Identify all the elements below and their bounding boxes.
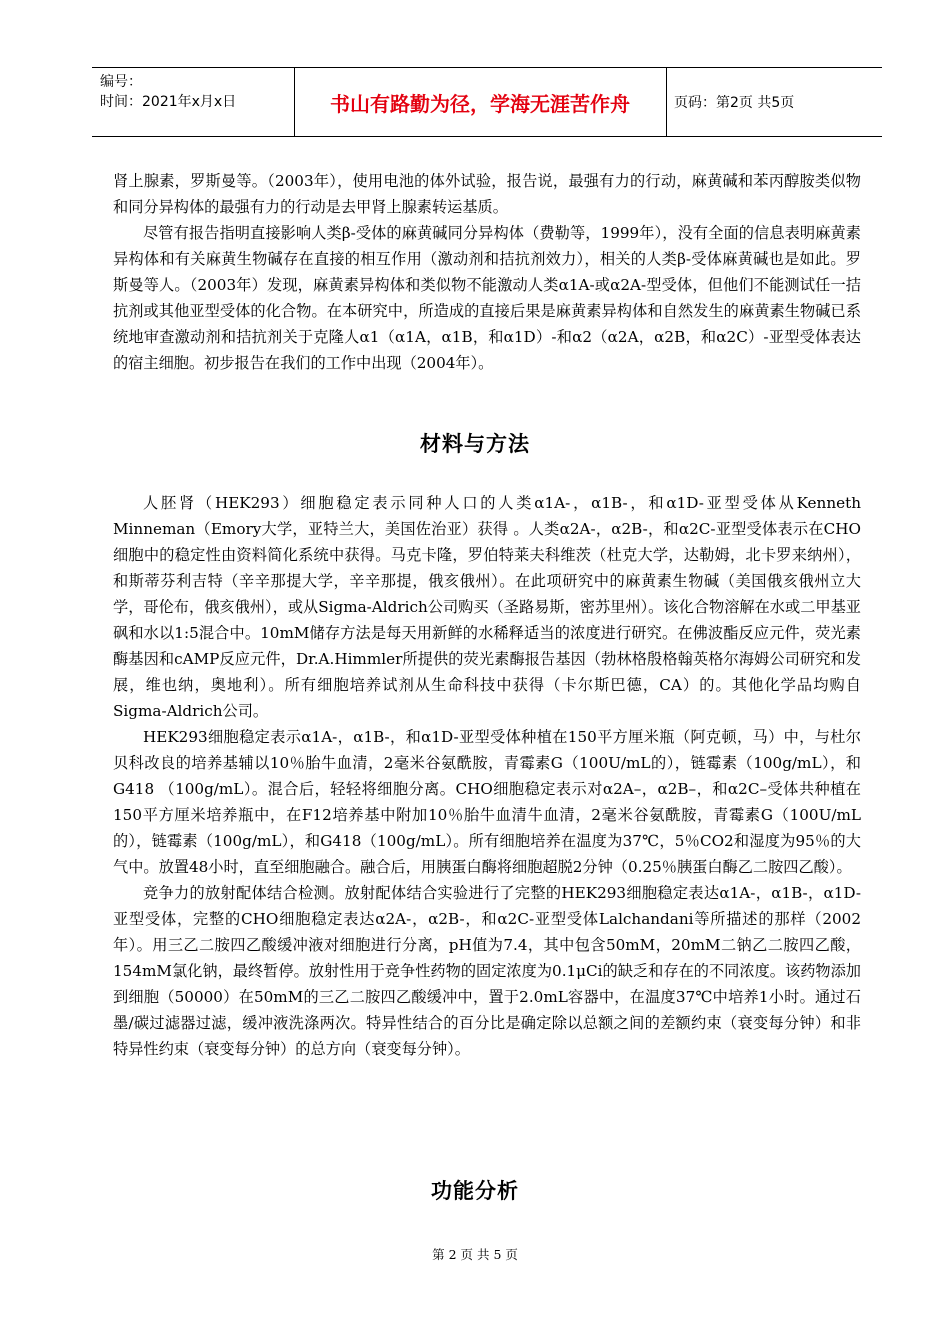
header-page-info: 页码：第2页 共5页	[674, 95, 795, 111]
paragraph: 竞争力的放射配体结合检测。放射配体结合实验进行了完整的HEK293细胞稳定表达α1A-，α1B-，α1D-亚型受体，完整的CHO细胞稳定表达α2A-，α2B-，和α2C-亚型受体Lalchandani等所描述的那样（2002年）。用三乙二胺四乙酸缓冲液对细胞进行分离，pH值为7.4，其中包含50mM，20mM二钠乙二胺四乙酸，154mM氯化钠，最终暂停。放射性用于竞争性药物的固定浓度为0.1μCi的缺乏和存在的不同浓度。该药物添加到细胞（50000）在50mM的三乙二胺四乙酸缓冲中，置于2.0mL容器中，在温度37℃中培养1小时。通过石墨/碳过滤器过滤，缓冲液洗涤两次。特异性结合的百分比是确定除以总额之间的差额约束（衰变每分钟）和非特异性约束（衰变每分钟）的总方向（衰变每分钟）。	[113, 884, 861, 1058]
header-meta	[100, 72, 236, 112]
paragraph: 人胚肾（HEK293）细胞稳定表示同种人口的人类α1A-，α1B-，和α1D-亚型受体从Kenneth Minneman（Emory大学，亚特兰大，美国佐治亚）获得 。人类α2A-，α2B-，和α2C-亚型受体表示在CHO细胞中的稳定性由资料简化系统中获得。马克卡隆，罗伯特莱夫科维茨（杜克大学，达勒姆，北卡罗来纳州），和斯蒂芬利吉特（辛辛那提大学，辛辛那提，俄亥俄州）。在此项研究中的麻黄素生物碱（美国俄亥俄州立大学，哥伦布，俄亥俄州），或从Sigma-Aldrich公司购买（圣路易斯，密苏里州）。该化合物溶解在水或二甲基亚砜和水以1:5混合中。10mM储存方法是每天用新鲜的水稀释适当的浓度进行研究。在佛波酯反应元件，荧光素酶基因和cAMP反应元件，Dr.A.Himmler所提供的荧光素酶报告基因（勃林格殷格翰英格尔海姆公司研究和发展，维也纳，奥地利）。所有细胞培养试剂从生命科技中获得（卡尔斯巴德，CA）的。其他化学品均购自Sigma-Aldrich公司。	[113, 494, 861, 720]
page-header	[92, 67, 882, 137]
section-title-function: 功能分析	[431, 1179, 519, 1203]
header-motto: 书山有路勤为径，学海无涯苦作舟	[330, 91, 630, 116]
section-title-methods: 材料与方法	[420, 432, 530, 456]
intro-block	[113, 168, 861, 376]
methods-block	[113, 490, 861, 1062]
serial-label: 编号：	[100, 74, 142, 90]
paragraph: 肾上腺素，罗斯曼等。（2003年），使用电池的体外试验，报告说，最强有力的行动，麻黄碱和苯丙醇胺类似物和同分异构体的最强有力的行动是去甲肾上腺素转运基质。	[113, 172, 861, 216]
paragraph: HEK293细胞稳定表示α1A-，α1B-，和α1D-亚型受体种植在150平方厘米瓶（阿克顿，马）中，与杜尔贝科改良的培养基辅以10％胎牛血清，2毫米谷氨酰胺，青霉素G（100U/mL的），链霉素（100g/mL），和G418 （100g/mL）。混合后，轻轻将细胞分离。CHO细胞稳定表示对α2A–，α2B–，和α2C–受体共种植在150平方厘米培养瓶中，在F12培养基中附加10％胎牛血清牛血清，2毫米谷氨酰胺，青霉素G（100U/mL的），链霉素（100g/mL），和G418（100g/mL）。所有细胞培养在温度为37℃，5％CO2和湿度为95％的大气中。放置48小时，直至细胞融合。融合后，用胰蛋白酶将细胞超脱2分钟（0.25％胰蛋白酶乙二胺四乙酸）。	[113, 728, 861, 876]
time-label: 时间：2021年x月x日	[100, 94, 237, 110]
header-divider	[666, 68, 667, 136]
page-footer: 第 2 页 共 5 页	[432, 1247, 518, 1262]
paragraph: 尽管有报告指明直接影响人类β-受体的麻黄碱同分异构体（费勒等，1999年），没有全面的信息表明麻黄素异构体和有关麻黄生物碱存在直接的相互作用（激动剂和拮抗剂效力），相关的人类β-受体麻黄碱也是如此。罗斯曼等人。（2003年）发现，麻黄素异构体和类似物不能激动人类α1A-或α2A-型受体，但他们不能测试任一拮抗剂或其他亚型受体的化合物。在本研究中，所造成的直接后果是麻黄素异构体和自然发生的麻黄素生物碱已系统地审查激动剂和拮抗剂关于克隆人α1（α1A，α1B，和α1D）-和α2（α2A，α2B，和α2C）-亚型受体表达的宿主细胞。初步报告在我们的工作中出现（2004年）。	[113, 224, 861, 372]
